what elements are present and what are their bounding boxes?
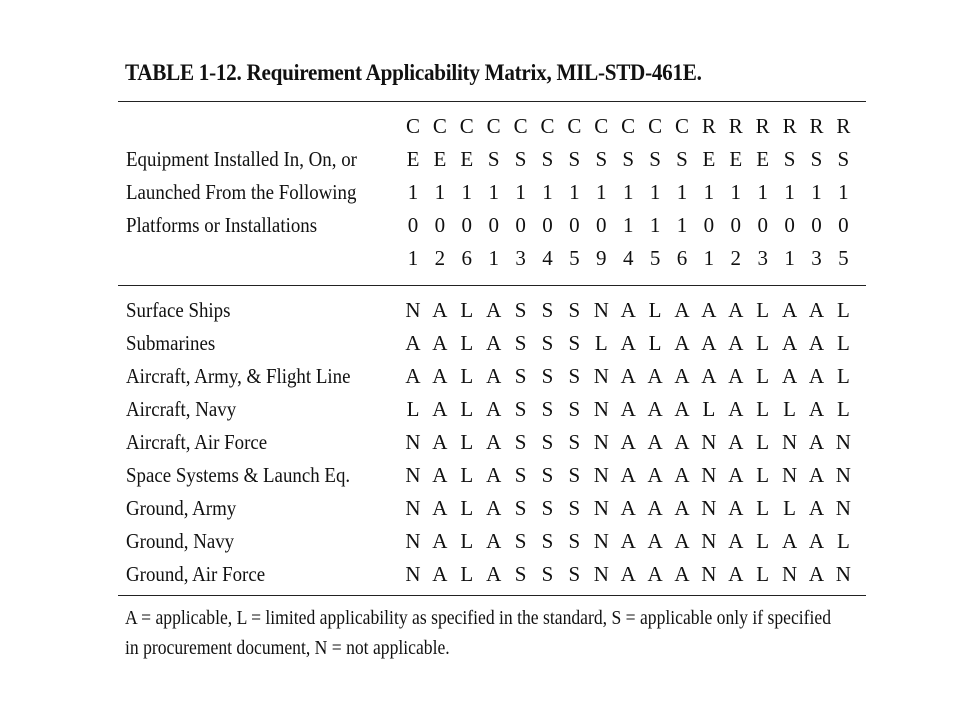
table-cell: N [593, 397, 609, 421]
column-header-char: S [487, 147, 500, 171]
table-cell: S [541, 364, 554, 388]
table-cell: N [835, 496, 851, 520]
column-header-char: 1 [622, 213, 634, 237]
table-cell: A [808, 397, 825, 421]
table-cell: A [432, 562, 448, 586]
column-header-char: 5 [838, 246, 849, 270]
column-header-char: C [594, 114, 609, 138]
table-cell: S [541, 463, 554, 487]
table-footnote: A = applicable, L = limited applicability as specified in the standard, S = applicable only if specified in procurement document, N = not applicable. [125, 607, 832, 659]
table-cell: A [432, 298, 448, 322]
column-header-char: C [459, 114, 474, 138]
table-cell: L [756, 463, 770, 487]
table-cell: A [808, 529, 825, 553]
table-cell: A [405, 331, 421, 355]
table-cell: A [674, 529, 690, 553]
column-header-char: 1 [649, 180, 661, 204]
table-cell: A [486, 430, 502, 454]
column-header-char: 0 [838, 213, 849, 237]
column-header-char: 0 [434, 213, 446, 237]
column-header-char: 3 [757, 246, 768, 270]
column-header-char: 4 [542, 246, 553, 270]
table-cell: S [514, 298, 527, 322]
table-cell: N [405, 298, 421, 322]
column-header-char: 0 [811, 213, 822, 237]
top-rule [118, 101, 866, 102]
table-cell: S [541, 529, 554, 553]
table-cell: S [568, 397, 581, 421]
column-header-char: 0 [784, 213, 795, 237]
column-header-char: C [405, 114, 420, 138]
column-header-char: C [486, 114, 501, 138]
table-cell: A [647, 529, 663, 553]
column-header-char: S [783, 147, 796, 171]
column-header-char: 0 [461, 213, 473, 237]
table-cell: A [674, 298, 690, 322]
table-cell: A [620, 463, 636, 487]
table-cell: A [728, 496, 744, 520]
table-cell: S [568, 331, 581, 355]
table-cell: S [568, 364, 581, 388]
table-cell: A [647, 397, 663, 421]
table-cell: L [836, 397, 850, 421]
column-header-char: 1 [407, 246, 419, 270]
table-cell: N [593, 298, 609, 322]
table-cell: A [808, 331, 825, 355]
row-label: Ground, Navy [126, 529, 235, 553]
column-header-char: 6 [461, 246, 473, 270]
column-header-char: 6 [676, 246, 688, 270]
table-cell: N [701, 463, 717, 487]
table-cell: A [620, 529, 636, 553]
column-header-char: R [755, 114, 770, 138]
column-header-char: 0 [757, 213, 768, 237]
header-label-2: Launched From the Following [126, 180, 357, 204]
table-cell: A [486, 496, 502, 520]
table-cell: L [460, 529, 474, 553]
table-cell: A [728, 430, 744, 454]
row-label: Space Systems & Launch Eq. [126, 463, 351, 487]
column-header-char: E [433, 147, 447, 171]
table-cell: S [568, 529, 581, 553]
table-cell: N [405, 496, 421, 520]
table-cell: A [647, 562, 663, 586]
column-header-char: E [756, 147, 770, 171]
table-cell: L [836, 298, 850, 322]
column-header-char: 0 [515, 213, 526, 237]
row-label: Surface Ships [126, 298, 231, 322]
table-cell: S [568, 463, 581, 487]
table-cell: A [782, 364, 798, 388]
column-header-char: S [568, 147, 581, 171]
column-header-char: 2 [434, 246, 446, 270]
table-cell: A [620, 364, 636, 388]
table-cell: A [782, 331, 798, 355]
column-header-char: 0 [596, 213, 607, 237]
table-cell: L [756, 529, 770, 553]
table-cell: A [432, 529, 448, 553]
table-cell: A [808, 298, 825, 322]
table-cell: A [674, 397, 690, 421]
table-cell: S [568, 562, 581, 586]
column-header-char: 1 [542, 180, 553, 204]
row-label: Ground, Army [126, 496, 237, 520]
row-label: Aircraft, Army, & Flight Line [126, 364, 351, 388]
table-cell: A [620, 496, 636, 520]
table-cell: A [432, 463, 448, 487]
table-cell: L [783, 496, 796, 520]
table-cell: S [568, 298, 581, 322]
table-cell: A [486, 562, 502, 586]
table-cell: S [541, 430, 554, 454]
table-cell: A [808, 496, 825, 520]
table-cell: N [835, 430, 851, 454]
table-cell: S [514, 562, 527, 586]
column-header-char: 1 [676, 180, 688, 204]
table-cell: L [594, 331, 608, 355]
column-header-char: 3 [515, 246, 526, 270]
table-cell: A [674, 496, 690, 520]
column-header-char: 1 [515, 180, 526, 204]
column-header-char: C [432, 114, 447, 138]
table-cell: N [405, 562, 421, 586]
table-cell: N [701, 496, 717, 520]
column-header-char: S [622, 147, 635, 171]
table-cell: L [460, 562, 474, 586]
table-cell: N [782, 430, 798, 454]
column-header-char: 1 [784, 246, 795, 270]
column-header-char: 1 [596, 180, 607, 204]
bottom-rule [118, 595, 866, 596]
table-cell: A [647, 496, 663, 520]
table-cell: L [756, 298, 770, 322]
table-cell: A [674, 430, 690, 454]
row-label: Submarines [126, 331, 216, 355]
table-cell: A [728, 331, 744, 355]
table-cell: A [647, 463, 663, 487]
table-cell: A [432, 397, 448, 421]
table-cell: A [674, 331, 690, 355]
column-header-char: R [701, 114, 716, 138]
column-header-char: 0 [407, 213, 419, 237]
table-cell: A [808, 364, 825, 388]
table-cell: A [701, 298, 717, 322]
table-cell: S [514, 496, 527, 520]
table-cell: L [702, 397, 716, 421]
table-cell: N [405, 529, 421, 553]
column-header-char: 2 [730, 246, 742, 270]
table-cell: A [782, 298, 798, 322]
table-title: TABLE 1-12. Requirement Applicability Matrix, MIL-STD-461E. [125, 60, 702, 85]
table-cell: S [514, 430, 527, 454]
column-header-char: S [837, 147, 850, 171]
table-cell: L [836, 331, 850, 355]
column-header-char: S [595, 147, 608, 171]
column-header-char: E [406, 147, 420, 171]
column-header-char: S [676, 147, 688, 171]
table-cell: L [648, 331, 662, 355]
table-cell: A [674, 364, 690, 388]
table-cell: L [756, 364, 770, 388]
column-header-char: 0 [488, 213, 499, 237]
table-cell: N [701, 562, 717, 586]
table-cell: A [728, 397, 744, 421]
table-cell: L [406, 397, 420, 421]
table-cell: L [460, 430, 474, 454]
table-cell: S [541, 562, 554, 586]
table-cell: N [701, 430, 717, 454]
column-header-char: E [702, 147, 716, 171]
table-cell: L [648, 298, 662, 322]
table-cell: A [620, 397, 636, 421]
column-header-char: 1 [757, 180, 768, 204]
table-cell: A [674, 463, 690, 487]
table-cell: S [568, 496, 581, 520]
table-cell: A [808, 463, 825, 487]
column-header-char: 4 [622, 246, 634, 270]
column-header-char: 1 [703, 246, 715, 270]
table-cell: L [756, 562, 770, 586]
column-header-char: 1 [730, 180, 742, 204]
column-header-char: S [649, 147, 661, 171]
table-cell: L [836, 364, 850, 388]
table-cell: L [460, 397, 474, 421]
table-cell: L [460, 298, 474, 322]
table-cell: S [541, 397, 554, 421]
column-header-char: E [460, 147, 474, 171]
row-label: Aircraft, Navy [126, 397, 237, 421]
header-rule [118, 285, 866, 286]
table-cell: A [620, 430, 636, 454]
column-header-char: 1 [676, 213, 688, 237]
table-cell: A [620, 298, 636, 322]
table-cell: A [808, 562, 825, 586]
table-cell: L [460, 463, 474, 487]
column-header-char: 1 [649, 213, 661, 237]
table-cell: A [647, 364, 663, 388]
table-cell: N [835, 463, 851, 487]
table-cell: A [701, 364, 717, 388]
column-header-char: C [513, 114, 528, 138]
header-label-1: Equipment Installed In, On, or [126, 147, 357, 171]
column-header-char: 1 [569, 180, 580, 204]
column-header-char: 1 [811, 180, 822, 204]
table-cell: S [514, 529, 527, 553]
table-cell: A [486, 397, 502, 421]
table-cell: S [514, 364, 527, 388]
column-header-char: R [836, 114, 851, 138]
table-cell: S [541, 496, 554, 520]
table-cell: N [835, 562, 851, 586]
table-cell: S [514, 397, 527, 421]
column-header-char: 0 [703, 213, 715, 237]
table-cell: A [674, 562, 690, 586]
table-cell: N [593, 562, 609, 586]
table-cell: A [728, 529, 744, 553]
table-cell: L [460, 496, 474, 520]
column-header-char: C [621, 114, 636, 138]
table-cell: N [405, 463, 421, 487]
table-cell: N [593, 529, 609, 553]
column-header-char: R [782, 114, 797, 138]
table-cell: A [405, 364, 421, 388]
column-header-char: R [728, 114, 743, 138]
table-cell: A [728, 364, 744, 388]
table-cell: N [782, 562, 798, 586]
table-cell: A [728, 298, 744, 322]
table-cell: S [514, 331, 527, 355]
table-cell: N [405, 430, 421, 454]
column-header-char: C [648, 114, 663, 138]
column-header-char: C [674, 114, 689, 138]
table-cell: S [541, 331, 554, 355]
table-cell: A [728, 562, 744, 586]
table-cell: A [701, 331, 717, 355]
table-cell: A [486, 529, 502, 553]
column-header-char: S [541, 147, 554, 171]
column-header-char: R [809, 114, 824, 138]
column-header-char: 1 [622, 180, 634, 204]
table-cell: N [782, 463, 798, 487]
table-cell: A [728, 463, 744, 487]
table-cell: N [593, 364, 609, 388]
table-cell: A [647, 430, 663, 454]
column-header-char: 0 [542, 213, 553, 237]
column-header-char: 1 [407, 180, 419, 204]
table-cell: L [756, 496, 770, 520]
row-label: Aircraft, Air Force [126, 430, 268, 454]
column-header-char: 0 [730, 213, 742, 237]
column-header-char: 1 [461, 180, 473, 204]
column-header-char: 1 [488, 180, 499, 204]
column-header-char: S [514, 147, 527, 171]
table-cell: N [593, 463, 609, 487]
table-cell: L [836, 529, 850, 553]
column-header-char: S [810, 147, 823, 171]
table-cell: L [783, 397, 796, 421]
row-label: Ground, Air Force [126, 562, 266, 586]
column-header-char: 5 [649, 246, 661, 270]
table-cell: L [756, 331, 770, 355]
column-header-char: E [729, 147, 743, 171]
table-cell: L [756, 397, 770, 421]
column-header-char: 5 [569, 246, 580, 270]
column-header-char: C [540, 114, 555, 138]
table-cell: S [514, 463, 527, 487]
table-cell: L [756, 430, 770, 454]
column-header-char: 1 [434, 180, 446, 204]
table-cell: N [593, 430, 609, 454]
header-label-3: Platforms or Installations [126, 213, 318, 237]
table-cell: A [432, 364, 448, 388]
column-header-char: 1 [838, 180, 849, 204]
table-cell: L [460, 364, 474, 388]
table-cell: A [486, 463, 502, 487]
column-header-char: 1 [703, 180, 715, 204]
table-cell: S [568, 430, 581, 454]
table-cell: A [486, 331, 502, 355]
column-header-char: 9 [596, 246, 607, 270]
table-cell: N [593, 496, 609, 520]
table-cell: A [782, 529, 798, 553]
table-cell: A [808, 430, 825, 454]
table-cell: A [486, 364, 502, 388]
column-header-char: 3 [811, 246, 822, 270]
table-cell: A [620, 331, 636, 355]
table-cell: A [432, 430, 448, 454]
column-header-char: 1 [784, 180, 795, 204]
column-header-char: 1 [488, 246, 499, 270]
column-header-char: 0 [569, 213, 580, 237]
column-header-char: C [567, 114, 582, 138]
table-cell: A [432, 331, 448, 355]
table-cell: A [620, 562, 636, 586]
table-cell: A [432, 496, 448, 520]
table-cell: N [701, 529, 717, 553]
table-cell: L [460, 331, 474, 355]
table-cell: A [486, 298, 502, 322]
table-cell: S [541, 298, 554, 322]
